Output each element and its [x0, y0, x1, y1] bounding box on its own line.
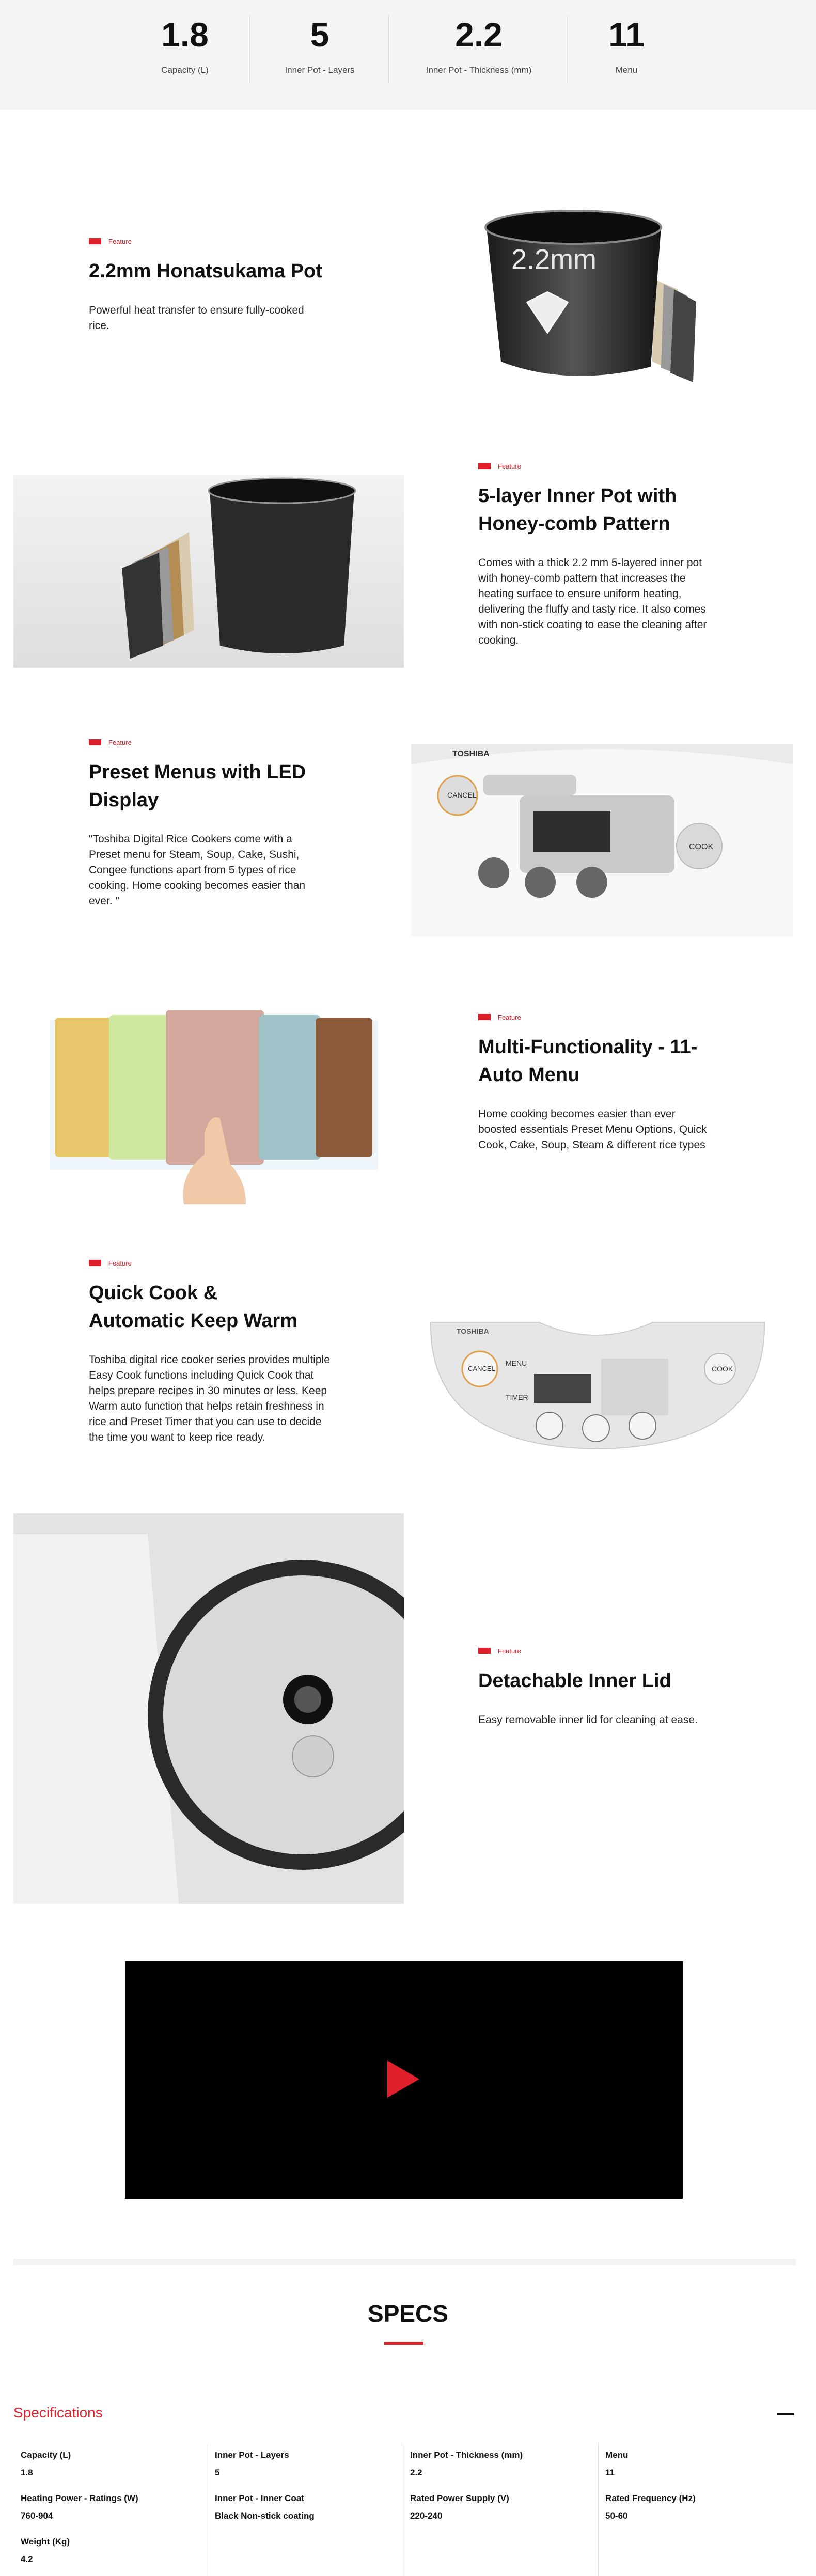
feature-text: Home cooking becomes easier than ever boosted essentials Preset Menu Options, Quick Cook, Cake, Soup, Steam & different rice types: [478, 1108, 707, 1151]
feature-honatsukama: [89, 237, 337, 334]
spec-key: Capacity (L): [21, 2450, 71, 2460]
spec-key: Inner Pot - Layers: [215, 2450, 289, 2460]
stat-value: 5: [310, 15, 329, 54]
specifications-heading: Specifications: [13, 2405, 103, 2421]
panel-brand-label: TOSHIBA: [457, 1327, 489, 1335]
spec-key: Inner Pot - Inner Coat: [215, 2493, 304, 2503]
tag-label: Feature: [108, 237, 132, 245]
feature-title: Quick Cook & Automatic Keep Warm: [89, 1282, 297, 1332]
stats-band: [0, 0, 816, 110]
food-cards-illustration: [50, 1010, 378, 1204]
video-player[interactable]: [125, 1961, 683, 2199]
stat-thickness: [417, 11, 541, 75]
collapse-icon[interactable]: [777, 2413, 794, 2415]
stat-divider: [388, 15, 389, 83]
spec-key: Menu: [605, 2450, 629, 2460]
specs-title: SPECS: [368, 2300, 448, 2327]
panel-timer-label: TIMER: [506, 1393, 528, 1401]
spec-capacity: [21, 2450, 71, 2478]
stat-divider: [249, 15, 250, 83]
spec-weight: [21, 2537, 70, 2565]
feature-five-layer: [478, 461, 726, 648]
spec-key: Rated Frequency (Hz): [605, 2493, 696, 2503]
tag-marker: [89, 739, 101, 745]
feature-title: 2.2mm Honatsukama Pot: [89, 260, 322, 282]
inner-lid-image: [13, 1513, 404, 1904]
spec-value: 1.8: [21, 2468, 33, 2477]
tag-marker: [89, 1260, 101, 1266]
feature-title: Multi-Functionality - 11-Auto Menu: [478, 1036, 698, 1086]
feature-quick-cook: [89, 1258, 337, 1445]
feature-tag: [89, 738, 337, 747]
inner-lid-illustration: [13, 1513, 404, 1904]
cooker-panel-illustration: [411, 744, 793, 936]
tag-marker: [478, 463, 491, 469]
spec-column-divider: [598, 2443, 599, 2576]
led-panel-image: [411, 744, 793, 936]
tag-label: Feature: [498, 1647, 521, 1655]
stat-capacity: [123, 11, 247, 75]
feature-preset-menus: [89, 738, 337, 909]
pot-image: [475, 207, 723, 393]
spec-menu: [605, 2450, 628, 2478]
feature-text: Powerful heat transfer to ensure fully-cooked rice.: [89, 304, 304, 332]
tag-label: Feature: [108, 1259, 132, 1267]
play-icon[interactable]: [387, 2060, 419, 2098]
spec-inner-coat: [215, 2493, 315, 2521]
panel-cook-label: COOK: [712, 1365, 733, 1373]
spec-frequency: [605, 2493, 696, 2521]
feature-title: 5-layer Inner Pot with Honey-comb Pattern: [478, 485, 677, 535]
feature-text: Easy removable inner lid for cleaning at ease.: [478, 1714, 698, 1726]
section-divider: [13, 2259, 796, 2265]
specs-underline: [384, 2342, 423, 2345]
feature-tag: [478, 1012, 726, 1022]
panel-cancel-label: CANCEL: [468, 1365, 495, 1372]
spec-thickness: [410, 2450, 523, 2478]
spec-heating-power: [21, 2493, 138, 2521]
stat-layers: [258, 11, 382, 75]
panel-brand: TOSHIBA: [452, 750, 490, 758]
stat-label: Inner Pot - Layers: [285, 65, 355, 75]
spec-value: 2.2: [410, 2468, 422, 2477]
stat-value: 1.8: [161, 15, 209, 54]
feature-text: "Toshiba Digital Rice Cookers come with a Preset menu for Steam, Soup, Cake, Sushi, Congee functions apart from 5 types of rice cooking. Home cooking becomes easier than ever. ": [89, 833, 306, 907]
stat-value: 11: [608, 15, 645, 54]
feature-tag: [89, 1258, 337, 1268]
tag-label: Feature: [498, 1013, 521, 1021]
feature-inner-lid: [478, 1646, 726, 1728]
inner-pot-illustration: [475, 207, 723, 393]
tag-label: Feature: [108, 738, 132, 746]
feature-title: Detachable Inner Lid: [478, 1670, 671, 1692]
spec-value: 11: [605, 2468, 615, 2477]
spec-value: 4.2: [21, 2554, 33, 2564]
layers-image: [13, 475, 404, 668]
feature-tag: [89, 237, 337, 246]
control-panel-image: [426, 1312, 770, 1457]
tag-marker: [89, 238, 101, 244]
feature-text: Toshiba digital rice cooker series provides multiple Easy Cook functions including Quick Cook that helps prepare recipes in 30 minutes or less. Keep Warm auto function that helps retain freshness in rice and Preset Timer that you can use to decide the time you want to keep rice ready.: [89, 1354, 330, 1443]
spec-key: Rated Power Supply (V): [410, 2493, 509, 2503]
spec-power-supply: [410, 2493, 509, 2521]
panel-cook: COOK: [689, 842, 714, 851]
stat-label: Inner Pot - Thickness (mm): [426, 65, 532, 75]
spec-key: Inner Pot - Thickness (mm): [410, 2450, 523, 2460]
feature-auto-menu: [478, 1012, 726, 1153]
spec-value: 5: [215, 2468, 220, 2477]
pot-caption: 2.2mm: [511, 244, 597, 275]
spec-key: Weight (Kg): [21, 2537, 70, 2547]
auto-menu-image: [50, 1010, 378, 1204]
feature-tag: [478, 461, 726, 471]
spec-value: 50-60: [605, 2511, 628, 2521]
tag-label: Feature: [498, 462, 521, 470]
layer-pot-illustration: [13, 475, 404, 668]
stat-value: 2.2: [455, 15, 503, 54]
stat-label: Menu: [615, 65, 638, 75]
feature-tag: [478, 1646, 726, 1656]
panel-menu-label: MENU: [506, 1359, 527, 1367]
stat-label: Capacity (L): [161, 65, 209, 75]
feature-text: Comes with a thick 2.2 mm 5-layered inner pot with honey-comb pattern that increases the heating surface to ensure uniform heating, delivering the fluffy and tasty rice. It also comes with non-stick coating to ease the cleaning after cooking.: [478, 557, 707, 646]
spec-value: 760-904: [21, 2511, 53, 2521]
tag-marker: [478, 1014, 491, 1020]
panel-cancel: CANCEL: [447, 791, 477, 799]
spec-layers: [215, 2450, 289, 2478]
stat-menu: [564, 11, 688, 75]
feature-title: Preset Menus with LED Display: [89, 761, 306, 811]
spec-value: Black Non-stick coating: [215, 2511, 315, 2521]
control-panel-illustration: [426, 1312, 770, 1457]
spec-key: Heating Power - Ratings (W): [21, 2493, 138, 2503]
tag-marker: [478, 1648, 491, 1654]
spec-value: 220-240: [410, 2511, 443, 2521]
